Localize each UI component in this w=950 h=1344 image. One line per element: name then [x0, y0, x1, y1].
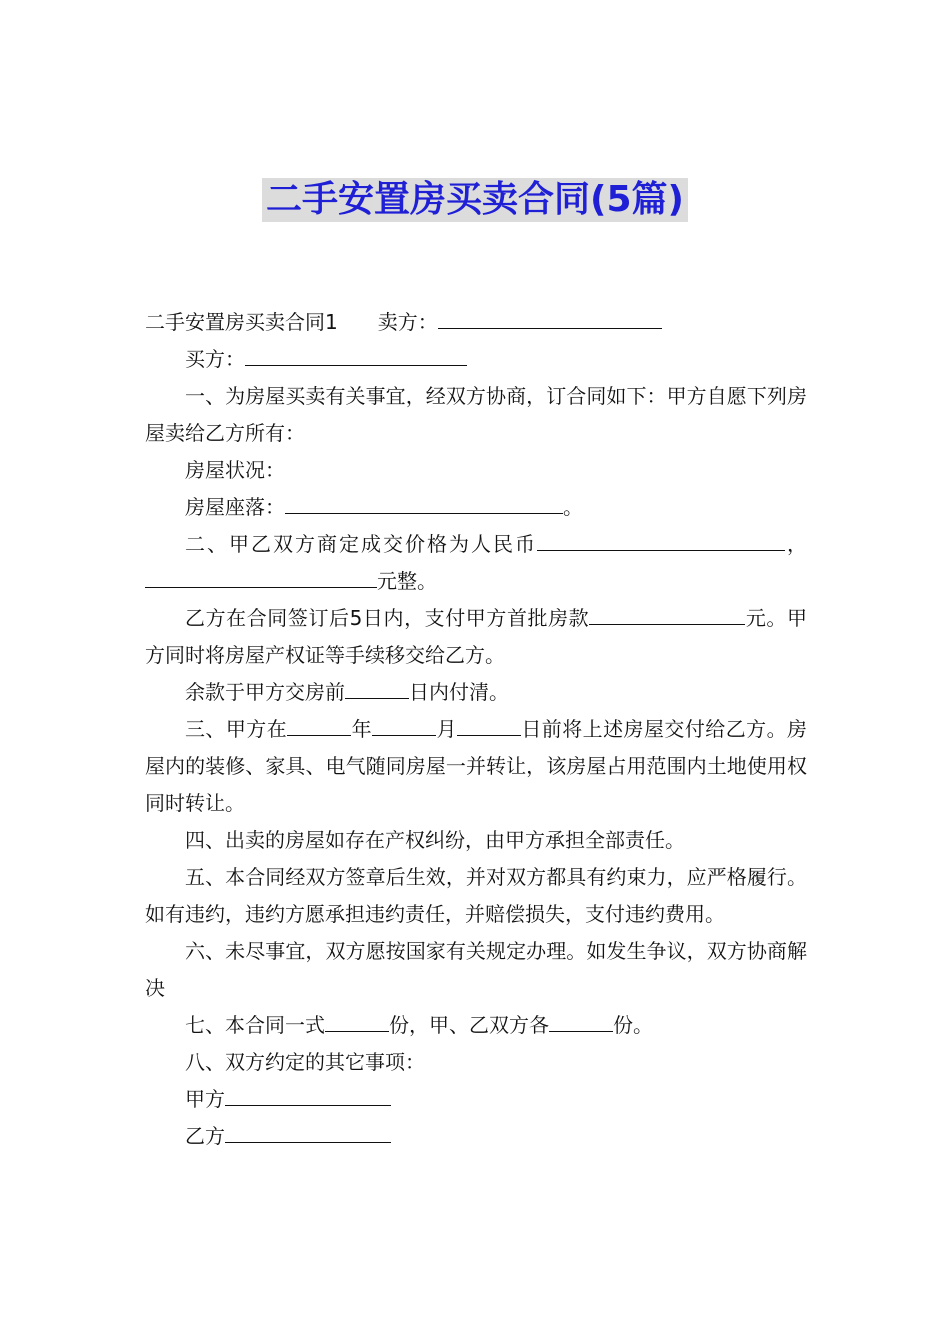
paragraph-clause-5: 五、本合同经双方签章后生效，并对双方都具有约束力，应严格履行。如有违约，违约方愿承担违约责任，并赔偿损失，支付违约费用。 [145, 865, 807, 926]
paragraph-contract-heading [145, 304, 807, 341]
first-payment-blank [589, 602, 745, 625]
paragraph-clause-3 [145, 711, 807, 822]
paragraph-clause-4: 四、出卖的房屋如存在产权纠纷，由甲方承担全部责任。 [185, 828, 685, 852]
paragraph-buyer [145, 341, 807, 378]
title-wrap [0, 178, 950, 222]
year-label: 年 [351, 717, 373, 741]
paragraph-clause-2 [145, 526, 807, 600]
clause-7-text: 七、本合同一式 [185, 1013, 325, 1037]
buyer-label: 买方： [185, 347, 245, 371]
paragraph-clause-8: 八、双方约定的其它事项： [185, 1050, 425, 1074]
year-blank [287, 713, 351, 736]
paragraph-party-a [145, 1081, 807, 1118]
month-label: 月 [436, 717, 457, 741]
month-blank [372, 713, 436, 736]
clause-7-end: 份。 [613, 1013, 653, 1037]
price-blank-2 [145, 565, 377, 588]
first-payment-end: 元。甲方同时将房屋产权证等手续移交给乙方。 [145, 606, 807, 667]
paragraph-first-payment [145, 600, 807, 674]
balance-end: 日内付清。 [409, 680, 509, 704]
document-title: 二手安置房买卖合同(5篇) [262, 178, 688, 222]
paragraph-clause-7 [145, 1007, 807, 1044]
paragraph-balance [145, 674, 807, 711]
paragraph-house-location [145, 489, 807, 526]
party-b-label: 乙方 [185, 1124, 225, 1148]
clause-3-text: 三、甲方在 [185, 717, 288, 741]
document-body [145, 304, 807, 1155]
house-location-label: 房屋座落： [185, 495, 285, 519]
party-b-blank [225, 1120, 391, 1143]
party-a-label: 甲方 [185, 1087, 225, 1111]
house-location-end: 。 [563, 495, 583, 519]
balance-text: 余款于甲方交房前 [185, 680, 345, 704]
price-blank-1 [537, 528, 785, 551]
paragraph-clause-1: 一、为房屋买卖有关事宜，经双方协商，订合同如下：甲方自愿下列房屋卖给乙方所有： [145, 384, 807, 445]
copies-blank [325, 1009, 389, 1032]
paragraph-clause-6: 六、未尽事宜，双方愿按国家有关规定办理。如发生争议，双方协商解决 [145, 939, 807, 1000]
clause-3-rest: 日前将上述房屋交付给乙方。房屋内的装修、家具、电气随同房屋一并转让，该房屋占用范围内土地使用权同时转让。 [145, 717, 808, 815]
clause-2-comma: ， [785, 532, 807, 556]
balance-days-blank [345, 676, 409, 699]
clause-2-end: 元整。 [377, 569, 437, 593]
party-a-blank [225, 1083, 391, 1106]
paragraph-house-status: 房屋状况： [185, 458, 285, 482]
seller-label: 卖方： [377, 310, 438, 334]
buyer-blank [245, 343, 467, 366]
house-location-blank [285, 491, 563, 514]
first-payment-text: 乙方在合同签订后5日内，支付甲方首批房款 [185, 606, 590, 630]
clause-7-mid: 份，甲、乙双方各 [389, 1013, 549, 1037]
each-copies-blank [549, 1009, 613, 1032]
day-blank [457, 713, 521, 736]
seller-blank [438, 306, 662, 329]
contract-number-label: 二手安置房买卖合同1 [145, 310, 338, 334]
paragraph-party-b [145, 1118, 807, 1155]
clause-2-text: 二、甲乙双方商定成交价格为人民币 [185, 532, 537, 556]
